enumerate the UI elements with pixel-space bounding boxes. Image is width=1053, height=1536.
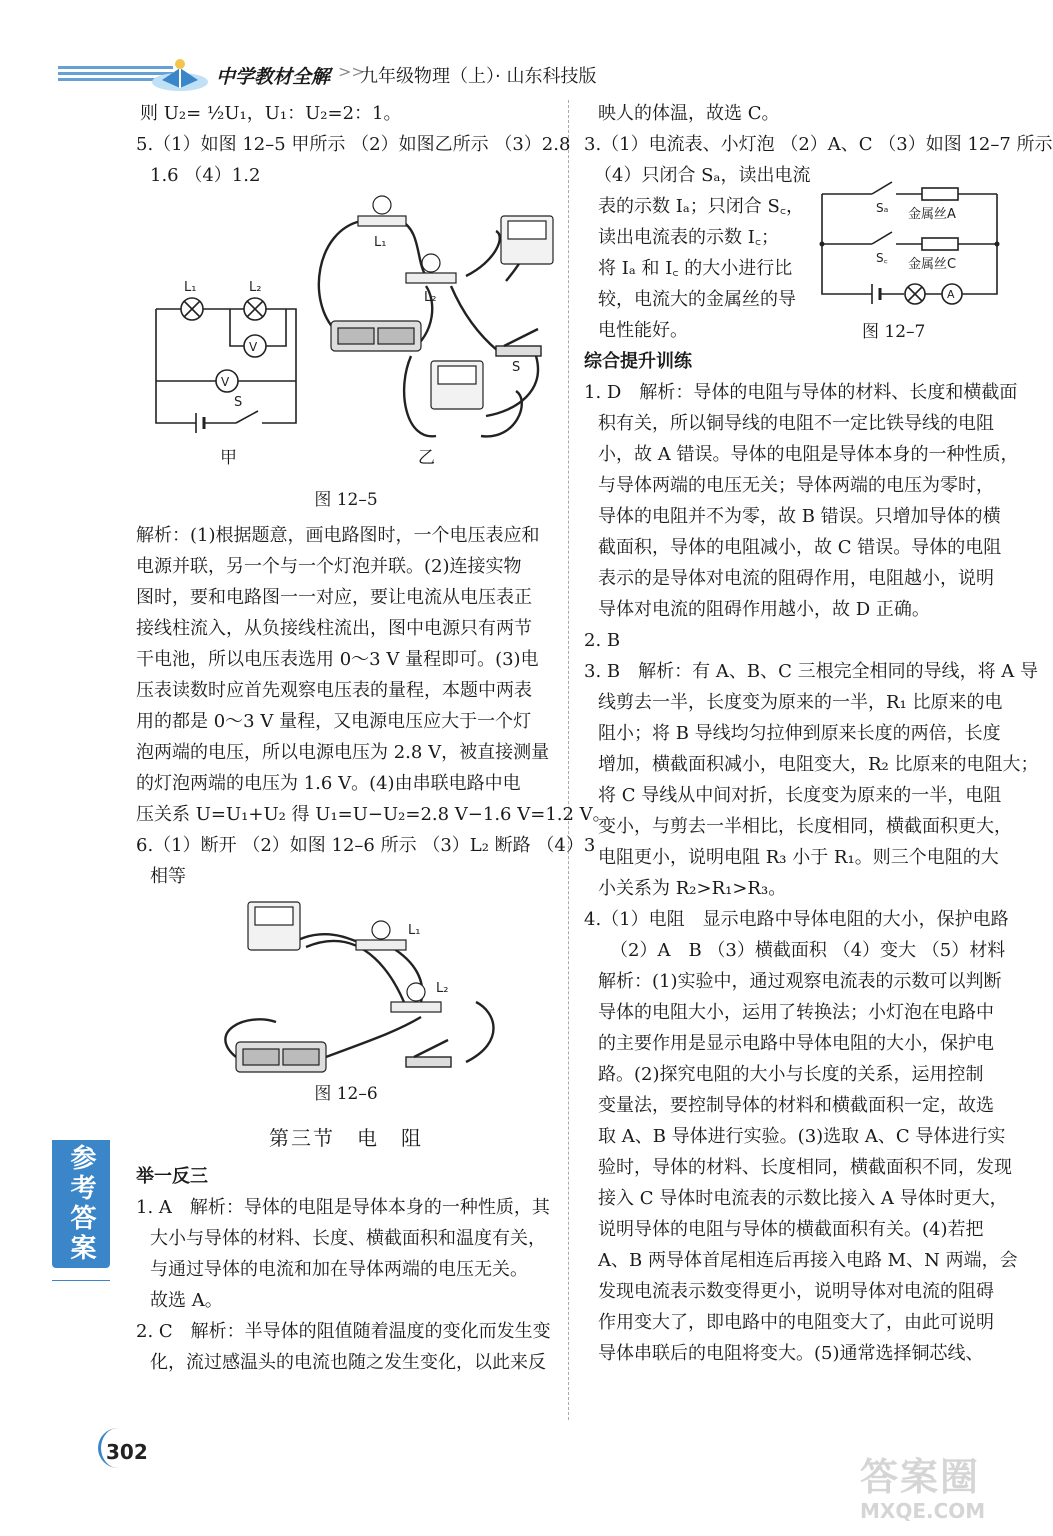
book-icon <box>150 58 210 92</box>
label-L2: L₂ <box>249 280 262 295</box>
bulb-L2 <box>391 983 441 1012</box>
answer-z2: 2. B <box>584 630 621 651</box>
label-wire-A: 金属丝A <box>908 207 956 222</box>
explanation-line: A、B 两导体首尾相连后再接入电路 M、N 两端，会 <box>598 1250 1018 1271</box>
explanation-line: 变量法，要控制导体的材料和横截面积一定，故选 <box>598 1095 994 1116</box>
header-bar <box>50 60 640 90</box>
answer-6-line2: 相等 <box>150 866 186 887</box>
answer-line: 电阻更小，说明电阻 R₃ 小于 R₁。则三个电阻的大 <box>598 847 999 868</box>
bulb-L2 <box>406 254 456 283</box>
label-L1: L₁ <box>184 280 197 295</box>
section-title: 第三节 电 阻 <box>269 1126 423 1150</box>
answer-line: 将 C 导线从中间对折，长度变为原来的一半，电阻 <box>598 785 1002 806</box>
book-title: 中学教材全解 <box>216 66 331 88</box>
answer-line: 导体对电流的阻碍作用越小，故 D 正确。 <box>598 599 930 620</box>
answer-line: 阻小；将 B 导线均匀拉伸到原来长度的两倍，长度 <box>598 723 1001 744</box>
page-number: 302 <box>106 1440 148 1464</box>
answer-line: 较，电流大的金属丝的导 <box>598 289 796 310</box>
explanation-line: 泡两端的电压，所以电源电压为 2.8 V，被直接测量 <box>136 742 550 763</box>
answer-line: 读出电流表的示数 I꜀； <box>598 227 780 248</box>
label-yi: 乙 <box>418 448 435 468</box>
answer-z4-line1: 4.（1）电阻 显示电路中导体电阻的大小，保护电路 <box>584 909 1009 930</box>
explanation-line: 接线柱流入，从负接线柱流出，图中电源只有两节 <box>136 618 532 639</box>
explanation-line: 接入 C 导体时电流表的示数比接入 A 导体时更大， <box>598 1188 1008 1209</box>
battery-pack <box>236 1042 326 1072</box>
answer-3-text <box>584 160 814 346</box>
answer-5-line1: 5.（1）如图 12–5 甲所示 （2）如图乙所示 （3）2.8 <box>136 134 571 155</box>
answer-3-block <box>584 160 1014 346</box>
explanation-line: 验时，导体的材料、长度相同，横截面积不同，发现 <box>598 1157 1012 1178</box>
explanation-line: 路。(2)探究电阻的大小与长度的关系，运用控制 <box>598 1064 984 1085</box>
explanation-line: 导体的电阻大小，运用了转换法；小灯泡在电路中 <box>598 1002 994 1023</box>
figure-12-7-caption: 图 12–7 <box>862 322 926 342</box>
answer-line: 3. B 解析：有 A、B、C 三根完全相同的导线，将 A 导 <box>584 661 1039 682</box>
voltmeter-top <box>501 216 553 264</box>
label-SA: Sₐ <box>876 201 889 215</box>
answer-z4-explanation <box>584 966 1018 1369</box>
label-jia: 甲 <box>220 448 237 468</box>
voltmeter-symbol: V <box>249 340 258 354</box>
side-tab-answers: 参考答案 <box>52 1140 110 1268</box>
switch <box>406 1040 451 1067</box>
answer-2 <box>136 1316 556 1378</box>
book-subtitle: 九年级物理（上）· 山东科技版 <box>360 66 597 87</box>
column-divider <box>568 100 569 1420</box>
explanation-line: 作用变大了，即电路中的电阻变大了，由此可说明 <box>598 1312 994 1333</box>
side-tab-rule <box>52 1280 110 1281</box>
answer-line: 截面积，导体的电阻减小，故 C 错误。导体的电阻 <box>598 537 1002 558</box>
answer-line: 将 Iₐ 和 I꜀ 的大小进行比 <box>598 258 793 279</box>
label-L1: L₁ <box>408 923 421 938</box>
answer-line: 则 U₂= ½U₁，U₁：U₂=2：1。 <box>140 103 402 124</box>
answer-line: （4）只闭合 Sₐ，读出电流 <box>594 165 811 186</box>
answer-line: 小关系为 R₂>R₁>R₃。 <box>598 878 787 899</box>
label-wire-C: 金属丝C <box>908 257 957 272</box>
answer-line: 化，流过感温头的电流也随之发生变化，以此来反 <box>150 1352 546 1373</box>
sub-heading: 举一反三 <box>136 1166 208 1187</box>
explanation-line: 干电池，所以电压表选用 0～3 V 量程即可。(3)电 <box>136 649 539 670</box>
figure-12-5 <box>136 191 556 486</box>
label-L2: L₂ <box>436 981 449 996</box>
answer-line: 积有关，所以铜导线的电阻不一定比铁导线的电阻 <box>598 413 994 434</box>
figure-12-6 <box>136 892 556 1080</box>
label-S: S <box>512 360 521 375</box>
bulb-L1 <box>358 196 406 226</box>
figure-12-7-diagram <box>812 164 1012 324</box>
figure-12-5-diagram <box>136 191 556 456</box>
answer-line: 故选 A。 <box>150 1290 223 1311</box>
answer-line: 1. D 解析：导体的电阻与导体的材料、长度和横截面 <box>584 382 1018 403</box>
answer-z4-line2: （2）A B （3）横截面积 （4）变大 （5）材料 <box>610 940 1006 961</box>
explanation-line: 解析：(1)根据题意，画电路图时，一个电压表应和 <box>136 525 540 546</box>
explanation-line: 导体串联后的电阻将变大。(5)通常选择铜芯线、 <box>598 1343 984 1364</box>
answer-line: 映人的体温，故选 C。 <box>598 103 780 124</box>
battery-pack <box>331 321 421 351</box>
label-L2: L₂ <box>424 290 437 305</box>
explanation-line: 说明导体的电阻与导体的横截面积有关。(4)若把 <box>598 1219 984 1240</box>
answer-line: 与通过导体的电流和加在导体两端的电压无关。 <box>150 1259 528 1280</box>
header-arrow-icon: >> <box>338 62 365 81</box>
explanation-line: 图时，要和电路图一一对应，要让电流从电压表正 <box>136 587 532 608</box>
answer-line: 大小与导体的材料、长度、横截面积和温度有关， <box>150 1228 546 1249</box>
circuit-diagram-jia <box>156 298 296 433</box>
right-column <box>584 98 1053 1369</box>
watermark-text: 答案圈 <box>860 1455 981 1499</box>
label-S: S <box>234 395 243 410</box>
answer-line: 2. C 解析：半导体的阻值随着温度的变化而发生变 <box>136 1321 551 1342</box>
figure-12-5-caption: 图 12–5 <box>314 490 378 510</box>
figure-12-6-diagram <box>136 892 556 1080</box>
bulb-L1 <box>356 921 406 950</box>
explanation-line: 解析：(1)实验中，通过观察电流表的示数可以判断 <box>598 971 1002 992</box>
explanation-line: 的主要作用是显示电路中导体电阻的大小，保护电 <box>598 1033 994 1054</box>
voltmeter-symbol: V <box>221 375 230 389</box>
explanation-line: 取 A、B 导体进行实验。(3)选取 A、C 导体进行实 <box>598 1126 1006 1147</box>
answer-1 <box>136 1192 556 1316</box>
figure-12-6-caption: 图 12–6 <box>314 1084 378 1104</box>
answer-line: 表示的是导体对电流的阻碍作用，电阻越小，说明 <box>598 568 994 589</box>
answer-line: 线剪去一半，长度变为原来的一半，R₁ 比原来的电 <box>598 692 1003 713</box>
watermark <box>860 1446 1035 1526</box>
explanation-line: 压表读数时应首先观察电压表的量程，本题中两表 <box>136 680 532 701</box>
explanation-line: 发现电流表示数变得更小，说明导体对电流的阻碍 <box>598 1281 994 1302</box>
explanation-line: 用的都是 0～3 V 量程，又电源电压应大于一个灯 <box>136 711 532 732</box>
label-L1: L₁ <box>374 235 387 250</box>
answer-5-line2: 1.6 （4）1.2 <box>150 165 261 186</box>
explanation-line: 电源并联，另一个与一个灯泡并联。(2)连接实物 <box>136 556 522 577</box>
switch-S <box>496 329 541 356</box>
label-SC: S꜀ <box>876 251 888 265</box>
answer-z3 <box>584 656 1039 904</box>
answer-line: 表的示数 Iₐ；只闭合 S꜀， <box>598 196 805 217</box>
section-heading: 综合提升训练 <box>584 351 692 372</box>
answer-line: 1. A 解析：导体的电阻是导体本身的一种性质，其 <box>136 1197 550 1218</box>
answer-line: 变小，与剪去一半相比，长度相同，横截面积更大， <box>598 816 1012 837</box>
answer-3-line1: 3.（1）电流表、小灯泡 （2）A、C （3）如图 12–7 所示 <box>584 134 1053 155</box>
answer-line: 与导体两端的电压无关；导体两端的电压为零时， <box>598 475 994 496</box>
watermark-url: MXQE.COM <box>860 1499 986 1523</box>
answer-6-line1: 6.（1）断开 （2）如图 12–6 所示 （3）L₂ 断路 （4）3 <box>136 835 596 856</box>
answer-line: 导体的电阻并不为零，故 B 错误。只增加导体的横 <box>598 506 1001 527</box>
voltmeter <box>248 902 300 950</box>
answer-z1 <box>584 377 1019 625</box>
ammeter-symbol: A <box>947 288 955 301</box>
answer-line: 电性能好。 <box>598 320 688 341</box>
voltmeter-bottom <box>431 361 483 409</box>
answer-line: 增加，横截面积减小，电阻变大，R₂ 比原来的电阻大； <box>598 754 1039 775</box>
answer-line: 小，故 A 错误。导体的电阻是导体本身的一种性质， <box>598 444 1019 465</box>
explanation-line: 压关系 U=U₁+U₂ 得 U₁=U−U₂=2.8 V−1.6 V=1.2 V。 <box>136 804 611 825</box>
explanation-line: 的灯泡两端的电压为 1.6 V。(4)由串联电路中电 <box>136 773 521 794</box>
